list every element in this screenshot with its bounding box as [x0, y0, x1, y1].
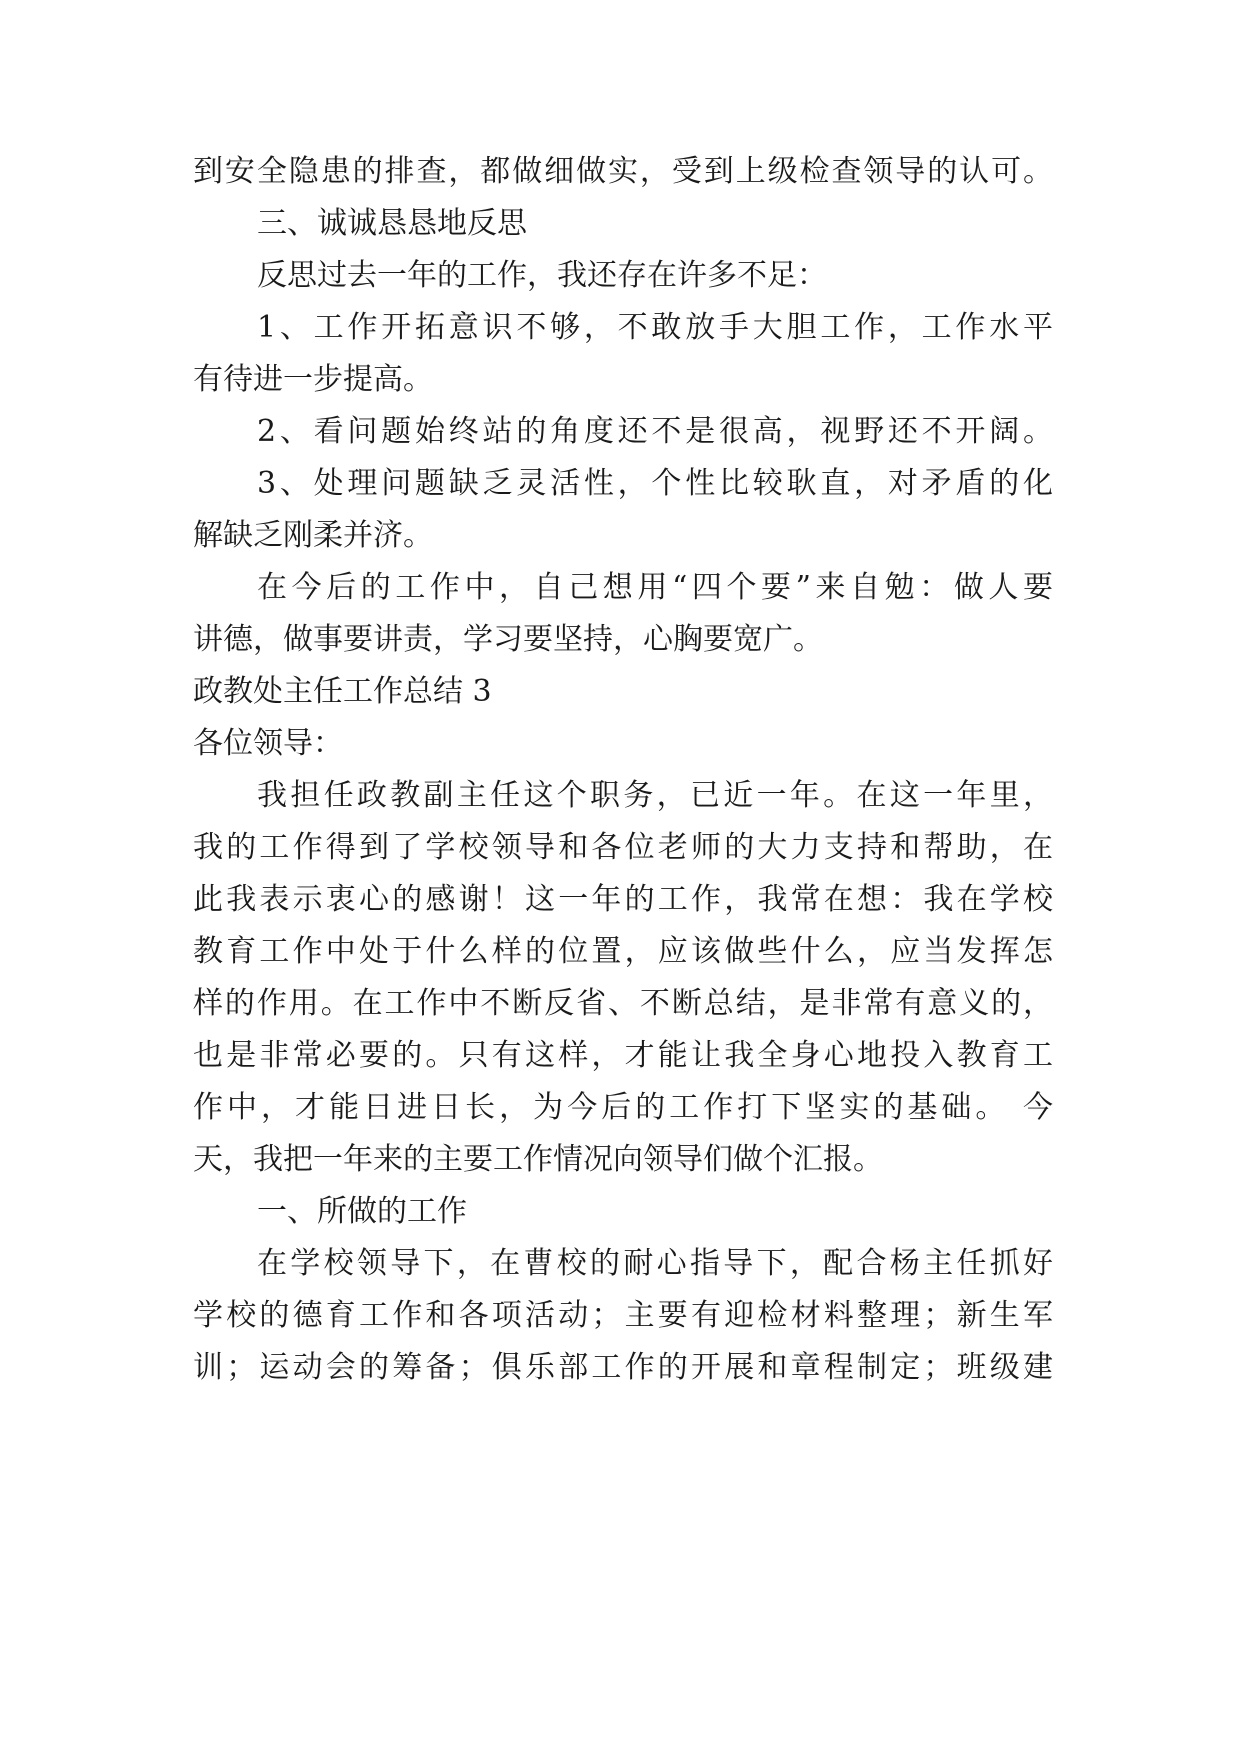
list-item: 3、处理问题缺乏灵活性，个性比较耿直，对矛盾的化	[257, 466, 1053, 501]
text-line: 教育工作中处于什么样的位置，应该做些什么，应当发挥怎	[193, 934, 1053, 969]
text-line: 我担任政教副主任这个职务，已近一年。在这一年里，	[257, 778, 1053, 813]
section-heading: 一、所做的工作	[257, 1194, 467, 1229]
section-heading: 三、诚诚恳恳地反思	[257, 206, 527, 241]
list-item: 2、看问题始终站的角度还不是很高，视野还不开阔。	[257, 414, 1053, 449]
text-line: 训；运动会的筹备；俱乐部工作的开展和章程制定；班级建	[193, 1350, 1053, 1385]
text-line: 我的工作得到了学校领导和各位老师的大力支持和帮助，在	[193, 830, 1053, 865]
text-line: 在学校领导下，在曹校的耐心指导下，配合杨主任抓好	[257, 1246, 1053, 1281]
text-line: 天，我把一年来的主要工作情况向领导们做个汇报。	[193, 1142, 883, 1177]
text-line: 反思过去一年的工作，我还存在许多不足：	[257, 258, 827, 293]
text-line: 作中，才能日进日长，为今后的工作打下坚实的基础。 今	[193, 1090, 1053, 1125]
text-line: 此我表示衷心的感谢！这一年的工作，我常在想：我在学校	[193, 882, 1053, 917]
salutation: 各位领导：	[193, 726, 343, 761]
text-line: 学校的德育工作和各项活动；主要有迎检材料整理；新生军	[193, 1298, 1053, 1333]
list-item: 1、工作开拓意识不够，不敢放手大胆工作，工作水平	[257, 310, 1053, 345]
text-line: 在今后的工作中，自己想用“四个要”来自勉：做人要	[257, 570, 1053, 605]
text-line: 有待进一步提高。	[193, 362, 433, 397]
text-line: 样的作用。在工作中不断反省、不断总结，是非常有意义的，	[193, 986, 1053, 1021]
document-title: 政教处主任工作总结 3	[193, 674, 492, 709]
text-line: 到安全隐患的排查，都做细做实，受到上级检查领导的认可。	[193, 154, 1053, 189]
text-line: 解缺乏刚柔并济。	[193, 518, 433, 553]
text-line: 讲德，做事要讲责，学习要坚持，心胸要宽广。	[193, 622, 823, 657]
text-line: 也是非常必要的。只有这样，才能让我全身心地投入教育工	[193, 1038, 1053, 1073]
